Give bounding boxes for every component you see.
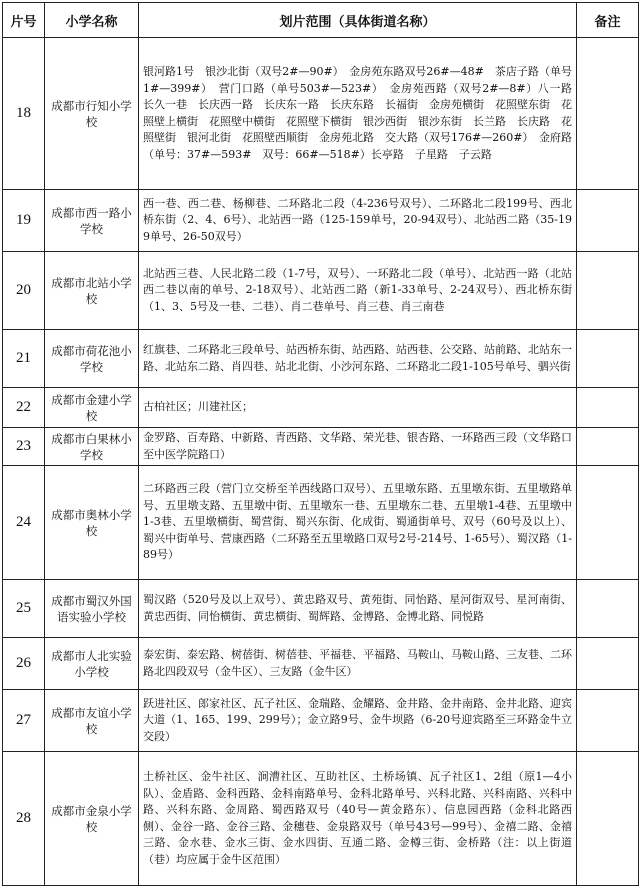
zoning-range: 古柏社区；川建社区； xyxy=(139,388,577,428)
zone-number: 22 xyxy=(3,388,45,428)
school-name: 成都市蜀汉外国语实验小学校 xyxy=(45,580,139,638)
school-name: 成都市人北实验小学校 xyxy=(45,638,139,690)
zone-number: 18 xyxy=(3,38,45,190)
remarks xyxy=(577,38,639,190)
zone-number: 24 xyxy=(3,466,45,580)
remarks xyxy=(577,752,639,886)
school-name: 成都市友谊小学校 xyxy=(45,690,139,752)
remarks xyxy=(577,466,639,580)
table-row xyxy=(3,690,639,752)
school-name: 成都市金泉小学校 xyxy=(45,752,139,886)
zone-number: 26 xyxy=(3,638,45,690)
zone-number: 23 xyxy=(3,428,45,466)
zoning-range: 泰宏街、泰宏路、树蓓街、树蓓巷、平福巷、平福路、马鞍山、马鞍山路、三友巷、二环路北四段双号（金牛区）、三友路（金牛区） xyxy=(139,638,577,690)
zone-number: 28 xyxy=(3,752,45,886)
table-row xyxy=(3,38,639,190)
school-name: 成都市奥林小学校 xyxy=(45,466,139,580)
table-row xyxy=(3,580,639,638)
table-row xyxy=(3,388,639,428)
remarks xyxy=(577,428,639,466)
remarks xyxy=(577,252,639,330)
zoning-range: 红旗巷、二环路北三段单号、站西桥东街、站西路、站西巷、公交路、站前路、北站东一路、北站东二路、肖四巷、站北北街、小沙河东路、二环路北二段1-105号单号、驷兴街 xyxy=(139,330,577,388)
header-zoning-range: 划片范围（具体街道名称） xyxy=(139,3,577,38)
table-row xyxy=(3,190,639,252)
school-name: 成都市金建小学校 xyxy=(45,388,139,428)
table-row xyxy=(3,252,639,330)
zoning-range: 北站西三巷、人民北路二段（1-7号，双号）、一环路北二段（单号）、北站西一路（北站西二巷以南的单号、2-18双号）、北站西二路（新1-33单号、2-24双号）、西北桥东街（1、3、5号及一巷、二巷）、肖二巷单号、肖三巷、肖三南巷 xyxy=(139,252,577,330)
zone-number: 19 xyxy=(3,190,45,252)
zoning-range: 西一巷、西二巷、杨柳巷、二环路北二段（4-236号双号）、二环路北二段199号、西北桥东街（2、4、6号）、北站西一路（125-159单号，20-94双号）、北站西二路（35-199单号、26-50双号） xyxy=(139,190,577,252)
school-name: 成都市西一路小学校 xyxy=(45,190,139,252)
table-row xyxy=(3,466,639,580)
zone-number: 20 xyxy=(3,252,45,330)
zoning-range: 跃进社区、郎家社区、瓦子社区、金瑞路、金耀路、金井路、金井南路、金井北路、迎宾大道（1、165、199、299号）；金立路9号、金牛坝路（6-20号迎宾路至三环路金牛立交段） xyxy=(139,690,577,752)
table-row xyxy=(3,330,639,388)
zone-number: 21 xyxy=(3,330,45,388)
header-row xyxy=(3,3,639,38)
remarks xyxy=(577,330,639,388)
school-name: 成都市荷花池小学校 xyxy=(45,330,139,388)
remarks xyxy=(577,690,639,752)
remarks xyxy=(577,388,639,428)
school-name: 成都市北站小学校 xyxy=(45,252,139,330)
remarks xyxy=(577,190,639,252)
zone-number: 27 xyxy=(3,690,45,752)
zoning-table xyxy=(2,2,639,886)
zoning-range: 土桥社区、金牛社区、涧漕社区、互助社区、土桥场镇、瓦子社区1、2组（原1—4小队）、金盾路、金科西路、金科南路单号、金科北路单号、兴科北路、兴科南路、兴科中路、兴科东路、金周路、蜀西路双号（40号—黄金路东）、信息园西路（金科北路西侧）、金谷一路、金谷三路、金穗巷、金泉路双号（单号43号—99号）、金禧二路、金禧三路、金水巷、金水三街、金水四街、互通二路、金樽三街、金桥路（注：以上街道（巷）均应属于金牛区范围） xyxy=(139,752,577,886)
header-remarks: 备注 xyxy=(577,3,639,38)
table-row xyxy=(3,638,639,690)
school-name: 成都市行知小学校 xyxy=(45,38,139,190)
zoning-range: 蜀汉路（520号及以上双号）、黄忠路双号、黄苑街、同怡路、星河街双号、星河南街、黄忠西街、同怡横街、黄忠横街、蜀辉路、金博路、金博北路、同悦路 xyxy=(139,580,577,638)
header-school-name: 小学名称 xyxy=(45,3,139,38)
zoning-range: 二环路西三段（营门立交桥至羊西线路口双号）、五里墩东路、五里墩东街、五里墩路单号、五里墩支路、五里墩中街、五里墩东一巷、五里墩东二巷、五里墩1-4巷、五里墩中1-3巷、五里墩横街、蜀营街、蜀兴东街、化成街、蜀通街单号、双号（60号及以上）、蜀兴中街单号、营康西路（二环路至五里墩路口双号2号-214号、1-65号）、蜀汉路（1-89号） xyxy=(139,466,577,580)
table-row xyxy=(3,752,639,886)
zoning-range: 金罗路、百寿路、中新路、青西路、文华路、荣光巷、银杏路、一环路西三段（文华路口至中医学院路口） xyxy=(139,428,577,466)
zone-number: 25 xyxy=(3,580,45,638)
remarks xyxy=(577,638,639,690)
header-number: 片号 xyxy=(3,3,45,38)
school-name: 成都市白果林小学校 xyxy=(45,428,139,466)
remarks xyxy=(577,580,639,638)
zoning-range: 银河路1号 银沙北街（双号2#—90#） 金房苑东路双号26#—48# 茶店子路（单号1#—399#） 营门口路（单号503#—523#） 金房苑西路（双号2#—8#）八一路 长久一巷 长庆西一路 长庆东一路 长庆东路 长福街 金房苑横街 花照壁东街 花照壁上横街 花照壁中横街 花照壁下横街 银沙西街 银沙东街 长兰路 长庆路 花照壁街 银河北街 花照壁西顺街 金房苑北路 交大路（双号176#—260#） 金府路（单号：37#—593# 双号：66#—518#）长亭路 子星路 子云路 xyxy=(139,38,577,190)
table-row xyxy=(3,428,639,466)
